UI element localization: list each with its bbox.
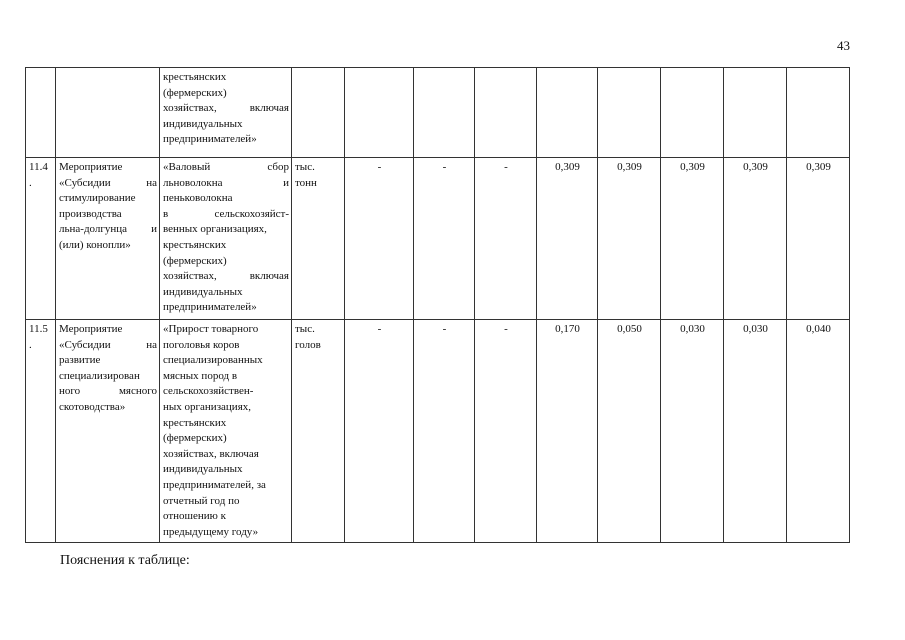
event-line: Мероприятие <box>59 161 123 173</box>
indicator-line: мясных пород в <box>163 369 238 382</box>
row-number-text: 11.5 <box>29 323 48 335</box>
unit-text: голов <box>295 338 321 351</box>
indicator-line: пеньковолокна <box>163 192 233 205</box>
indicator-line: отношению к <box>163 510 226 523</box>
event-line: ного мясного <box>59 385 157 398</box>
indicator-line: поголовья коров <box>163 338 240 351</box>
table-notes-heading: Пояснения к таблице: <box>60 553 190 568</box>
indicator-line: предпринимателей» <box>163 133 257 146</box>
indicator-line: специализированных <box>163 354 263 367</box>
indicator-line: венных организациях, <box>163 223 267 236</box>
indicator-line: отчетный год по <box>163 494 240 507</box>
event-line: специализирован <box>59 369 140 382</box>
indicator-line: хозяйствах, включая <box>163 270 289 283</box>
value-cell: - <box>475 158 537 320</box>
indicator-line: индивидуальных <box>163 117 243 130</box>
indicator-line: индивидуальных <box>163 285 243 298</box>
indicator-cell <box>160 68 292 158</box>
indicator-line: в сельскохозяйст- <box>163 207 289 220</box>
value-cell: - <box>345 158 414 320</box>
value-cell: - <box>345 320 414 543</box>
row-number-text: . <box>29 338 32 351</box>
event-line: «Субсидии на <box>59 176 157 189</box>
value-cell: 0,309 <box>661 158 724 320</box>
event-line: Мероприятие <box>59 323 123 335</box>
unit-text: тыс. <box>295 323 315 335</box>
indicator-line: сельскохозяйствен- <box>163 385 254 398</box>
value-cell: - <box>414 320 475 543</box>
unit-text: тыс. <box>295 161 315 173</box>
table-row <box>26 158 850 320</box>
value-cell: 0,309 <box>537 158 598 320</box>
indicator-line: ных организациях, <box>163 400 252 413</box>
value-cell: 0,030 <box>724 320 787 543</box>
indicator-line: (фермерских) <box>163 86 227 99</box>
value-cell: 0,170 <box>537 320 598 543</box>
indicator-line: хозяйствах, включая <box>163 447 259 460</box>
table-body <box>26 68 850 543</box>
table-row <box>26 320 850 543</box>
unit-text: тонн <box>295 176 317 189</box>
event-line: развитие <box>59 354 101 367</box>
row-number-cell <box>26 68 56 158</box>
indicator-line: предыдущему году» <box>163 525 259 538</box>
value-cell: 0,050 <box>598 320 661 543</box>
event-line: (или) конопли» <box>59 238 131 251</box>
value-cell <box>598 68 661 158</box>
indicator-line: крестьянских <box>163 238 227 251</box>
row-number-cell <box>26 320 56 543</box>
indicator-line: льноволокна и <box>163 176 289 189</box>
value-cell: 0,309 <box>787 158 850 320</box>
page-number: 43 <box>837 38 850 53</box>
indicator-line: крестьянских <box>163 416 227 429</box>
indicator-line: предпринимателей» <box>163 301 257 314</box>
indicators-table <box>25 67 850 543</box>
value-cell <box>724 68 787 158</box>
value-cell <box>787 68 850 158</box>
indicator-line: хозяйствах, включая <box>163 102 289 115</box>
value-cell <box>537 68 598 158</box>
value-cell <box>345 68 414 158</box>
event-cell <box>56 158 160 320</box>
value-cell <box>661 68 724 158</box>
value-cell: 0,309 <box>598 158 661 320</box>
row-number-text: . <box>29 176 32 189</box>
value-cell: 0,309 <box>724 158 787 320</box>
value-cell: - <box>414 158 475 320</box>
indicator-line: (фермерских) <box>163 254 227 267</box>
event-line: стимулирование <box>59 192 136 205</box>
table-row <box>26 68 850 158</box>
event-cell <box>56 320 160 543</box>
row-number-cell <box>26 158 56 320</box>
event-line: скотоводства» <box>59 400 126 413</box>
indicator-line: индивидуальных <box>163 463 243 476</box>
indicator-line: «Прирост товарного <box>163 323 259 335</box>
indicator-line: крестьянских <box>163 71 227 83</box>
row-number-text: 11.4 <box>29 161 48 173</box>
event-line: льна-долгунца и <box>59 223 157 236</box>
indicator-cell <box>160 158 292 320</box>
value-cell: - <box>475 320 537 543</box>
unit-cell <box>292 320 345 543</box>
event-line: «Субсидии на <box>59 338 157 351</box>
unit-cell <box>292 158 345 320</box>
value-cell: 0,040 <box>787 320 850 543</box>
indicator-cell <box>160 320 292 543</box>
event-cell <box>56 68 160 158</box>
indicator-line: «Валовый сбор <box>163 161 289 173</box>
indicator-line: (фермерских) <box>163 432 227 445</box>
value-cell: 0,030 <box>661 320 724 543</box>
event-line: производства <box>59 207 122 220</box>
indicator-line: предпринимателей, за <box>163 478 266 491</box>
unit-cell <box>292 68 345 158</box>
value-cell <box>414 68 475 158</box>
value-cell <box>475 68 537 158</box>
